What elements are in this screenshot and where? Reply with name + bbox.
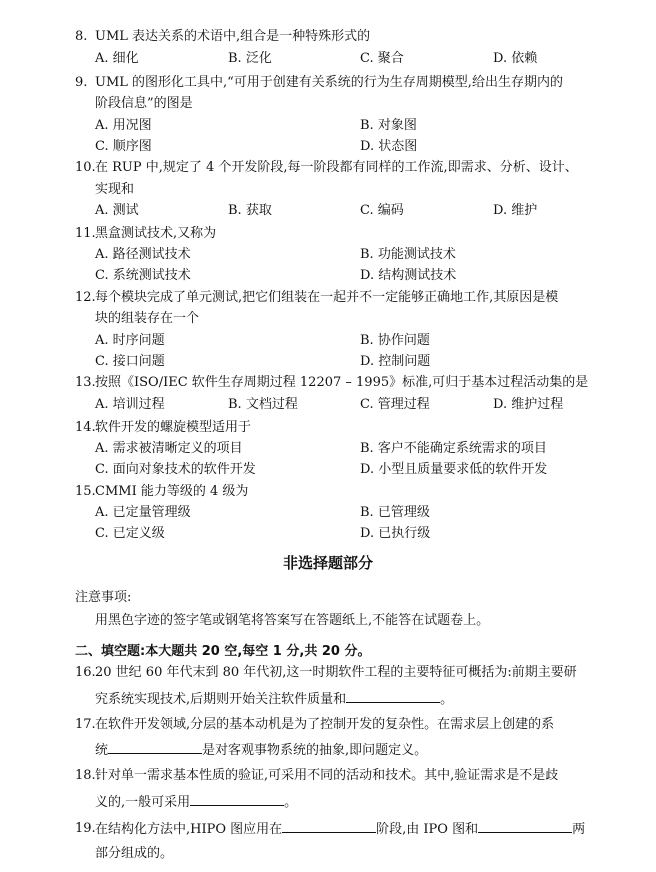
q11-option-a: A. 路径测试技术 <box>95 247 191 262</box>
question-16-line2 <box>95 690 453 708</box>
question-12-number: 12. <box>75 290 96 305</box>
answer-blank <box>190 793 284 806</box>
q8-option-a: A. 细化 <box>95 51 139 66</box>
answer-blank <box>478 820 572 833</box>
notice-heading: 注意事项: <box>75 590 132 605</box>
question-8-stem: UML 表达关系的术语中,组合是一种特殊形式的 <box>95 29 371 44</box>
question-18-line2-end: 。 <box>284 795 298 810</box>
q8-option-c: C. 聚合 <box>360 51 404 66</box>
q10-option-c: C. 编码 <box>360 203 404 218</box>
question-16-number: 16. <box>75 665 96 680</box>
q11-option-c: C. 系统测试技术 <box>95 268 191 283</box>
question-19-number: 19. <box>75 821 96 836</box>
q15-option-b: B. 已管理级 <box>360 505 430 520</box>
q11-option-b: B. 功能测试技术 <box>360 247 456 262</box>
question-19-line1-mid: 阶段,由 IPO 图和 <box>376 822 479 837</box>
q8-option-b: B. 泛化 <box>228 51 272 66</box>
q14-option-c: C. 面向对象技术的软件开发 <box>95 462 256 477</box>
question-19-line2: 部分组成的。 <box>95 846 174 861</box>
question-18-line2-text: 义的,一般可采用 <box>95 795 191 810</box>
q15-option-c: C. 已定义级 <box>95 526 165 541</box>
q14-option-a: A. 需求被清晰定义的项目 <box>95 441 243 456</box>
q10-option-d: D. 维护 <box>493 203 538 218</box>
question-9-number: 9. <box>75 75 88 90</box>
answer-blank <box>282 820 376 833</box>
q13-option-c: C. 管理过程 <box>360 397 430 412</box>
question-16-line1: 20 世纪 60 年代末到 80 年代初,这一时期软件工程的主要特征可概括为:前期主要研 <box>95 665 577 680</box>
q10-option-b: B. 获取 <box>228 203 272 218</box>
q15-option-a: A. 已定量管理级 <box>95 505 191 520</box>
question-13-number: 13. <box>75 375 96 390</box>
q14-option-b: B. 客户不能确定系统需求的项目 <box>360 441 547 456</box>
q9-option-d: D. 状态图 <box>360 139 418 154</box>
question-17-number: 17. <box>75 717 96 732</box>
question-19-line1-text: 在结构化方法中,HIPO 图应用在 <box>95 822 283 837</box>
question-15-number: 15. <box>75 484 96 499</box>
notice-text: 用黑色字迹的签字笔或钢笔将答案写在答题纸上,不能答在试题卷上。 <box>95 613 490 628</box>
question-18-line1: 针对单一需求基本性质的验证,可采用不同的活动和技术。其中,验证需求是不是歧 <box>95 768 559 783</box>
question-18-line2 <box>95 793 297 811</box>
q13-option-d: D. 维护过程 <box>493 397 564 412</box>
question-18-number: 18. <box>75 768 96 783</box>
question-10-number: 10. <box>75 160 96 175</box>
question-14-stem: 软件开发的螺旋模型适用于 <box>95 420 252 435</box>
q12-option-b: B. 协作问题 <box>360 333 430 348</box>
answer-blank <box>108 741 202 754</box>
question-13-stem: 按照《ISO/IEC 软件生存周期过程 12207 – 1995》标准,可归于基本过程活动集的是 <box>95 375 589 390</box>
question-19-line1-end: 两 <box>572 822 586 837</box>
question-10-stem-line1: 在 RUP 中,规定了 4 个开发阶段,每一阶段都有同样的工作流,即需求、分析、设计、 <box>95 160 578 175</box>
question-19-line1 <box>95 820 585 838</box>
q15-option-d: D. 已执行级 <box>360 526 431 541</box>
q9-option-c: C. 顺序图 <box>95 139 152 154</box>
section-title: 非选择题部分 <box>282 554 373 572</box>
question-14-number: 14. <box>75 420 96 435</box>
question-8-number: 8. <box>75 29 88 44</box>
question-16-line2-end: 。 <box>440 692 454 707</box>
q9-option-a: A. 用况图 <box>95 118 152 133</box>
q9-option-b: B. 对象图 <box>360 118 417 133</box>
question-11-stem: 黑盒测试技术,又称为 <box>95 226 217 241</box>
q13-option-b: B. 文档过程 <box>228 397 298 412</box>
question-17-line2-end: 是对客观事物系统的抽象,即问题定义。 <box>202 743 428 758</box>
question-9-stem-line2: 阶段信息”的图是 <box>95 96 193 111</box>
question-12-stem-line2: 块的组装存在一个 <box>95 311 200 326</box>
q14-option-d: D. 小型且质量要求低的软件开发 <box>360 462 548 477</box>
part2-heading: 二、填空题:本大题共 20 空,每空 1 分,共 20 分。 <box>75 644 371 659</box>
question-9-stem-line1: UML 的图形化工具中,“可用于创建有关系统的行为生存周期模型,给出生存期内的 <box>95 75 563 90</box>
question-16-line2-text: 究系统实现技术,后期则开始关注软件质量和 <box>95 692 347 707</box>
question-15-stem: CMMI 能力等级的 4 级为 <box>95 484 249 499</box>
q10-option-a: A. 测试 <box>95 203 139 218</box>
question-17-line2 <box>95 741 427 759</box>
answer-blank <box>346 690 440 703</box>
question-11-number: 11. <box>75 226 96 241</box>
q11-option-d: D. 结构测试技术 <box>360 268 457 283</box>
q12-option-c: C. 接口问题 <box>95 354 165 369</box>
question-17-line1: 在软件开发领域,分层的基本动机是为了控制开发的复杂性。在需求层上创建的系 <box>95 717 555 732</box>
question-12-stem-line1: 每个模块完成了单元测试,把它们组装在一起并不一定能够正确地工作,其原因是模 <box>95 290 559 305</box>
question-17-line2-text: 统 <box>95 743 109 758</box>
q12-option-a: A. 时序问题 <box>95 333 165 348</box>
question-10-stem-line2: 实现和 <box>95 182 135 197</box>
q12-option-d: D. 控制问题 <box>360 354 431 369</box>
q8-option-d: D. 依赖 <box>493 51 538 66</box>
q13-option-a: A. 培训过程 <box>95 397 165 412</box>
